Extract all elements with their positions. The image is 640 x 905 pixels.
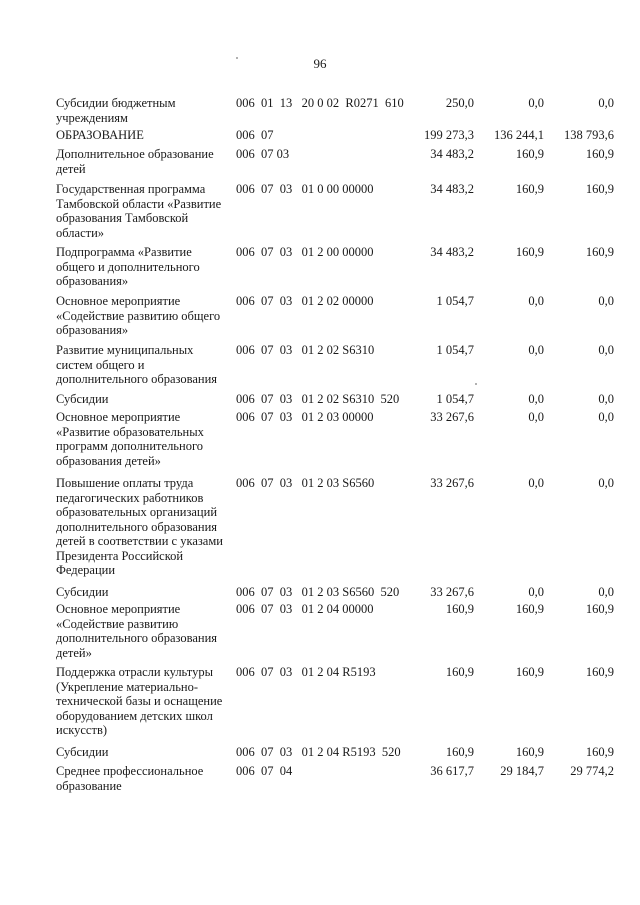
- row-name: Государственная программа Тамбовской области «Развитие образования Тамбовской области»: [56, 182, 222, 240]
- row-value-3: 138 793,6: [564, 128, 614, 142]
- row-value-2: 0,0: [528, 410, 544, 424]
- row-value-2: 160,9: [515, 147, 544, 161]
- row-code: 006 07 03 01 2 03 S6560: [236, 476, 375, 490]
- row-value-1: 250,0: [445, 96, 474, 110]
- row-value-1: 34 483,2: [430, 182, 474, 196]
- row-value-1: 1 054,7: [436, 392, 474, 406]
- row-code: 006 07 03 01 2 02 00000: [236, 294, 374, 308]
- row-code: 006 07 03 01 2 00 00000: [236, 245, 374, 259]
- row-value-1: 1 054,7: [436, 343, 474, 357]
- row-value-2: 0,0: [528, 343, 544, 357]
- row-code: 006 07 03 01 2 02 S6310 520: [236, 392, 400, 406]
- row-value-3: 160,9: [585, 182, 614, 196]
- row-value-2: 136 244,1: [494, 128, 544, 142]
- row-value-1: 199 273,3: [424, 128, 474, 142]
- row-value-3: 0,0: [598, 392, 614, 406]
- row-value-2: 160,9: [515, 665, 544, 679]
- row-value-2: 160,9: [515, 602, 544, 616]
- row-value-1: 160,9: [445, 602, 474, 616]
- row-value-1: 33 267,6: [430, 585, 474, 599]
- row-name: Подпрограмма «Развитие общего и дополнительного образования»: [56, 245, 200, 288]
- row-value-3: 160,9: [585, 602, 614, 616]
- row-name: Поддержка отрасли культуры (Укрепление материально- технической базы и оснащение оборудованием детских школ искусств): [56, 665, 223, 737]
- row-name: Основное мероприятие «Содействие развитию дополнительного образования детей»: [56, 602, 218, 660]
- row-value-3: 160,9: [585, 665, 614, 679]
- row-value-3: 160,9: [585, 147, 614, 161]
- row-name: Субсидии: [56, 745, 109, 759]
- row-value-1: 34 483,2: [430, 245, 474, 259]
- row-value-2: 0,0: [528, 392, 544, 406]
- row-value-2: 160,9: [515, 745, 544, 759]
- row-code: 006 07 03 01 0 00 00000: [236, 182, 374, 196]
- row-name: Субсидии: [56, 392, 109, 406]
- row-value-1: 34 483,2: [430, 147, 474, 161]
- row-code: 006 07 03 01 2 04 R5193 520: [236, 745, 401, 759]
- row-name: Развитие муниципальных систем общего и дополнительного образования: [56, 343, 218, 386]
- row-code: 006 07 03 01 2 04 00000: [236, 602, 374, 616]
- row-name: Дополнительное образование детей: [56, 147, 214, 176]
- row-code: 006 07 03 01 2 04 R5193: [236, 665, 376, 679]
- row-value-2: 0,0: [528, 585, 544, 599]
- row-name: Среднее профессиональное образование: [56, 764, 204, 793]
- row-value-3: 0,0: [598, 585, 614, 599]
- row-code: 006 07 03: [236, 147, 290, 161]
- row-value-2: 29 184,7: [500, 764, 544, 778]
- row-value-3: 0,0: [598, 96, 614, 110]
- row-code: 006 07 03 01 2 02 S6310: [236, 343, 375, 357]
- row-name: Основное мероприятие «Развитие образовательных программ дополнительного образования детей»: [56, 410, 204, 468]
- page-number: 96: [313, 56, 327, 71]
- row-value-3: 0,0: [598, 410, 614, 424]
- row-value-1: 160,9: [445, 745, 474, 759]
- row-value-1: 33 267,6: [430, 410, 474, 424]
- row-value-2: 160,9: [515, 182, 544, 196]
- row-value-3: 0,0: [598, 476, 614, 490]
- row-value-3: 0,0: [598, 343, 614, 357]
- row-value-3: 29 774,2: [570, 764, 614, 778]
- row-value-1: 160,9: [445, 665, 474, 679]
- row-value-3: 0,0: [598, 294, 614, 308]
- row-value-2: 160,9: [515, 245, 544, 259]
- row-code: 006 07 03 01 2 03 00000: [236, 410, 374, 424]
- row-value-2: 0,0: [528, 294, 544, 308]
- row-value-1: 1 054,7: [436, 294, 474, 308]
- row-value-2: 0,0: [528, 476, 544, 490]
- row-value-3: 160,9: [585, 245, 614, 259]
- row-value-1: 36 617,7: [430, 764, 474, 778]
- row-value-2: 0,0: [528, 96, 544, 110]
- row-code: 006 01 13 20 0 02 R0271 610: [236, 96, 404, 110]
- row-code: 006 07 04: [236, 764, 293, 778]
- row-value-3: 160,9: [585, 745, 614, 759]
- row-code: 006 07: [236, 128, 274, 142]
- row-value-1: 33 267,6: [430, 476, 474, 490]
- row-name: Субсидии бюджетным учреждениям: [56, 96, 176, 125]
- row-name: Основное мероприятие «Содействие развитию общего образования»: [56, 294, 221, 337]
- row-name: ОБРАЗОВАНИЕ: [56, 128, 144, 142]
- row-code: 006 07 03 01 2 03 S6560 520: [236, 585, 400, 599]
- row-name: Повышение оплаты труда педагогических работников образовательных организаций дополнительного образования детей в соответствии с указами Президента Российской Федерации: [56, 476, 223, 577]
- row-name: Субсидии: [56, 585, 109, 599]
